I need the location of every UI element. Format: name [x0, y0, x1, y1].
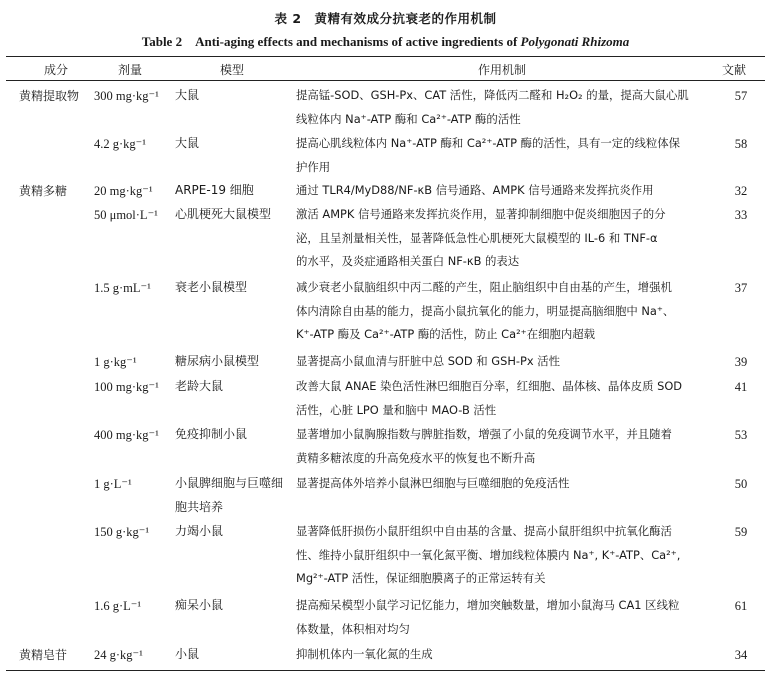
model-line: 力竭小鼠 [175, 524, 224, 538]
row-reference: 57 [734, 89, 748, 103]
row-mechanism [296, 84, 710, 131]
model-line: 痴呆小鼠 [175, 598, 224, 612]
row-dose: 1.6 g·L⁻¹ [94, 599, 142, 613]
header-model: 模型 [220, 63, 245, 77]
mechanism-line: 提高锰-SOD、GSH-Px、CAT 活性，降低丙二醛和 H₂O₂ 的量，提高大鼠心肌 [296, 88, 689, 102]
top-rule [6, 56, 765, 57]
model-line: 免疫抑制小鼠 [175, 427, 248, 441]
header-mechanism: 作用机制 [478, 63, 527, 77]
row-dose: 50 μmol·L⁻¹ [94, 208, 158, 222]
mechanism-line: Mg²⁺-ATP 活性，保证细胞膜离子的正常运转有关 [296, 571, 546, 585]
row-component: 黄精提取物 [19, 89, 80, 103]
row-component: 黄精多糖 [19, 184, 68, 198]
row-mechanism [296, 132, 710, 179]
row-mechanism [296, 350, 710, 374]
row-mechanism [296, 423, 710, 470]
mechanism-line: 体数量，体积相对均匀 [296, 621, 410, 636]
caption-english-text: Table 2 Anti-aging effects and mechanisms of active ingredients of [141, 34, 521, 49]
row-mechanism [296, 520, 710, 591]
row-reference: 39 [734, 355, 748, 369]
row-model [175, 179, 293, 203]
row-dose: 1.5 g·mL⁻¹ [94, 281, 151, 295]
row-model [175, 203, 293, 227]
row-reference: 34 [734, 648, 748, 662]
row-dose: 100 mg·kg⁻¹ [94, 380, 159, 394]
row-mechanism [296, 375, 710, 422]
header-rule [6, 80, 765, 81]
row-dose: 4.2 g·kg⁻¹ [94, 137, 147, 151]
mechanism-line: 减少衰老小鼠脑组织中丙二醛的产生，阻止脑组织中自由基的产生，增强机 [296, 280, 672, 294]
row-model [175, 276, 293, 300]
mechanism-line: 活性，心脏 LPO 量和脑中 MAO-B 活性 [296, 402, 497, 417]
mechanism-line: 改善大鼠 ANAE 染色活性淋巴细胞百分率，红细胞、晶体核、晶体皮质 SOD [296, 379, 683, 393]
model-line: 大鼠 [175, 88, 200, 102]
row-model [175, 132, 293, 156]
mechanism-line: 体内清除自由基的能力，提高小鼠抗氧化的能力，明显提高脑细胞中 Na⁺、 [296, 303, 675, 318]
mechanism-line: K⁺-ATP 酶及 Ca²⁺-ATP 酶的活性，防止 Ca²⁺在细胞内超载 [296, 327, 596, 341]
row-mechanism [296, 643, 710, 667]
table-caption-chinese: 表 2 黄精有效成分抗衰老的作用机制 [274, 11, 497, 26]
row-model [175, 643, 293, 667]
row-component: 黄精皂苷 [19, 648, 68, 662]
bottom-rule [6, 670, 765, 671]
model-line: 胞共培养 [175, 499, 224, 514]
row-reference: 61 [734, 599, 748, 613]
mechanism-line: 激活 AMPK 信号通路来发挥抗炎作用，显著抑制细胞中促炎细胞因子的分 [296, 207, 666, 221]
row-model [175, 375, 293, 399]
row-dose: 24 g·kg⁻¹ [94, 648, 143, 662]
row-dose: 1 g·kg⁻¹ [94, 355, 137, 369]
mechanism-line: 提高痴呆模型小鼠学习记忆能力，增加突触数量，增加小鼠海马 CA1 区线粒 [296, 598, 680, 612]
row-mechanism [296, 594, 710, 641]
row-model [175, 594, 293, 618]
row-model [175, 423, 293, 447]
row-reference: 53 [734, 428, 748, 442]
model-line: 老龄大鼠 [175, 379, 224, 393]
row-dose: 150 g·kg⁻¹ [94, 525, 150, 539]
model-line: 糖尿病小鼠模型 [175, 354, 260, 368]
model-line: 小鼠脾细胞与巨噬细 [175, 476, 284, 490]
row-reference: 33 [734, 208, 748, 222]
header-dose: 剂量 [118, 63, 143, 77]
mechanism-line: 黄精多糖浓度的升高免疫水平的恢复也不断升高 [296, 450, 536, 465]
model-line: 小鼠 [175, 647, 200, 661]
row-reference: 41 [734, 380, 748, 394]
row-mechanism [296, 472, 710, 496]
mechanism-line: 显著提高小鼠血清与肝脏中总 SOD 和 GSH-Px 活性 [296, 354, 561, 368]
row-reference: 37 [734, 281, 748, 295]
mechanism-line: 显著降低肝损伤小鼠肝组织中自由基的含量、提高小鼠肝组织中抗氧化酶活 [296, 524, 672, 538]
table-caption-english [0, 31, 771, 50]
model-line: 衰老小鼠模型 [175, 280, 248, 294]
mechanism-line: 的水平，及炎症通路相关蛋白 NF-κB 的表达 [296, 254, 520, 268]
model-line: 心肌梗死大鼠模型 [175, 207, 272, 221]
mechanism-line: 线粒体内 Na⁺-ATP 酶和 Ca²⁺-ATP 酶的活性 [296, 111, 521, 126]
row-mechanism [296, 203, 710, 274]
mechanism-line: 提高心肌线粒体内 Na⁺-ATP 酶和 Ca²⁺-ATP 酶的活性，具有一定的线粒体保 [296, 136, 681, 150]
mechanism-line: 抑制机体内一氧化氮的生成 [296, 647, 433, 661]
mechanism-line: 护作用 [296, 159, 331, 174]
mechanism-line: 性、维持小鼠肝组织中一氧化氮平衡、增加线粒体膜内 Na⁺, K⁺-ATP、Ca²⁺, [296, 547, 681, 562]
row-mechanism [296, 179, 710, 203]
row-mechanism [296, 276, 710, 347]
mechanism-line: 通过 TLR4/MyD88/NF-κB 信号通路、AMPK 信号通路来发挥抗炎作用 [296, 183, 654, 197]
row-reference: 32 [734, 184, 748, 198]
header-reference: 文献 [722, 63, 747, 77]
row-dose: 20 mg·kg⁻¹ [94, 184, 153, 198]
mechanism-line: 显著增加小鼠胸腺指数与脾脏指数，增强了小鼠的免疫调节水平，并且随着 [296, 427, 672, 441]
row-model [175, 472, 293, 519]
header-component: 成分 [44, 63, 69, 77]
row-dose: 300 mg·kg⁻¹ [94, 89, 159, 103]
row-reference: 58 [734, 137, 748, 151]
row-dose: 1 g·L⁻¹ [94, 477, 132, 491]
mechanism-line: 泌，且呈剂量相关性，显著降低急性心肌梗死大鼠模型的 IL-6 和 TNF-α [296, 230, 658, 245]
caption-english-latin-name: Polygonati Rhizoma [520, 34, 630, 49]
model-line: 大鼠 [175, 136, 200, 150]
mechanism-line: 显著提高体外培养小鼠淋巴细胞与巨噬细胞的免疫活性 [296, 476, 570, 490]
row-model [175, 84, 293, 108]
model-line: ARPE-19 细胞 [175, 183, 254, 197]
row-reference: 50 [734, 477, 748, 491]
row-reference: 59 [734, 525, 748, 539]
row-model [175, 350, 293, 374]
row-dose: 400 mg·kg⁻¹ [94, 428, 159, 442]
row-model [175, 520, 293, 544]
